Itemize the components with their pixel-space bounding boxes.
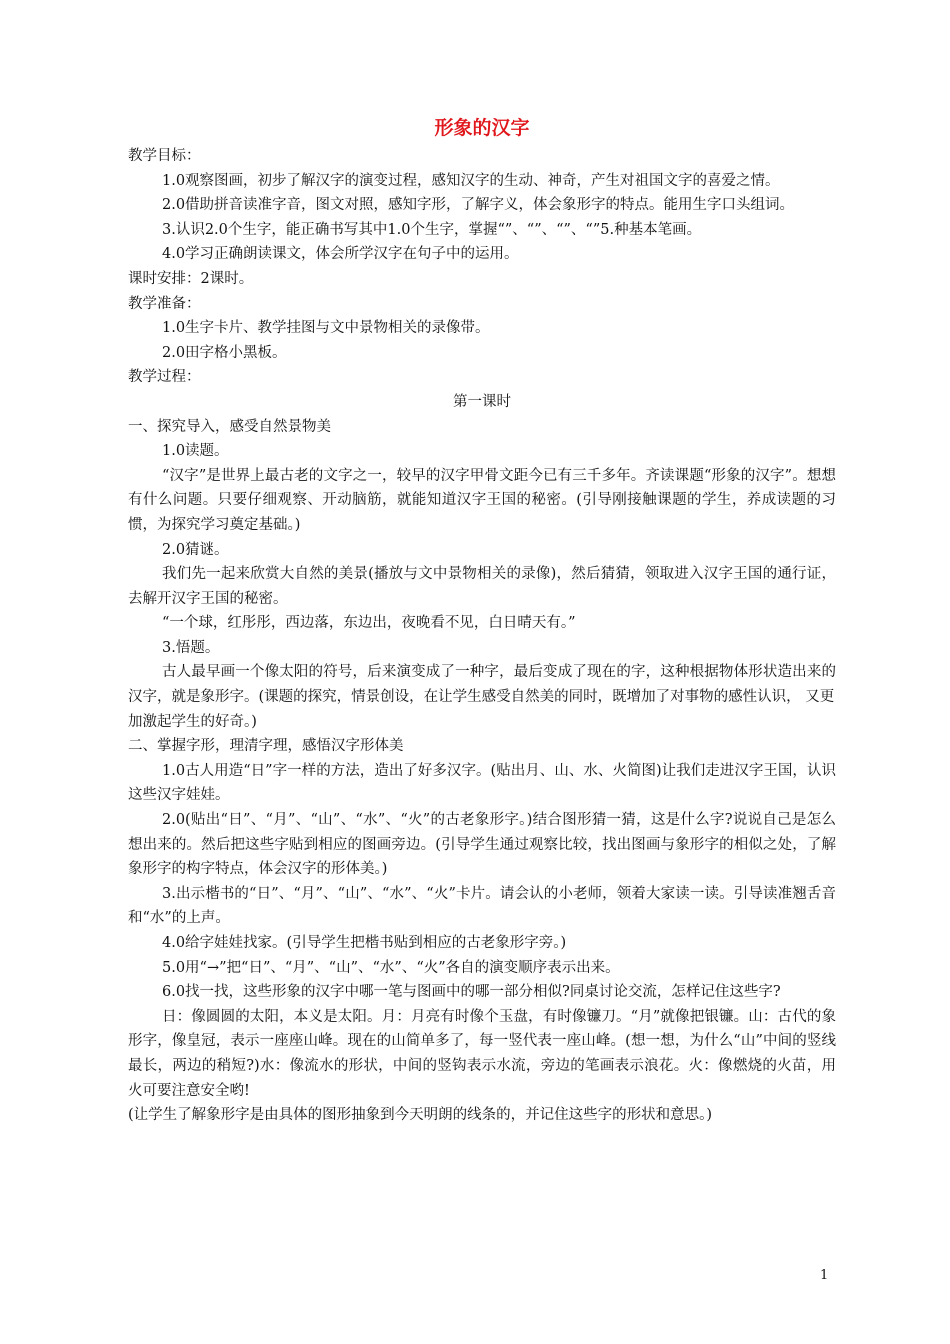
paragraph: 1.0读题。 xyxy=(162,443,229,460)
paragraph: 一、探究导入，感受自然景物美 xyxy=(128,418,331,435)
paragraph: 二、掌握字形，理清字理，感悟汉字形体美 xyxy=(128,738,404,755)
paragraph: 古人最早画一个像太阳的符号，后来演变成了一种字，最后变成了现在的字，这种根据物体形状造出来的汉字，就是象形字。(课题的探究，情景创设，在让学生感受自然美的同时，既增加了对事物的感性认识， 又更 xyxy=(128,664,836,706)
paragraph: 日：像圆圆的太阳，本义是太阳。月：月亮有时像个玉盘，有时像镰刀。“月”就像把银镰。山：古代的象形字，像皇冠，表示一座座山峰。现在的山简单多了，每一竖代表一座山峰。(想一想，为什么“山”中间的竖线最长，两边的稍短?)水：像流水的形状，中间的竖钩表示水流，旁边的笔画表示浪花。火：像燃烧的火苗，用火可要注意安全哟! xyxy=(128,1008,836,1099)
document-body xyxy=(128,144,836,1128)
paragraph: 2.0田字格小黑板。 xyxy=(162,344,287,361)
paragraph: 4.0学习正确朗读课文，体会所学汉字在句子中的运用。 xyxy=(162,246,519,263)
paragraph: 1.0观察图画，初步了解汉字的演变过程，感知汉字的生动、神奇，产生对祖国文字的喜爱之情。 xyxy=(162,172,780,189)
paragraph: (让学生了解象形字是由具体的图形抽象到今天明朗的线条的，并记住这些字的形状和意思。) xyxy=(128,1107,713,1124)
paragraph: 4.0给字娃娃找家。(引导学生把楷书贴到相应的古老象形字旁。) xyxy=(162,935,567,951)
paragraph: 课时安排：2课时。 xyxy=(128,270,254,287)
paragraph: 教学准备： xyxy=(128,295,201,312)
page-number: 1 xyxy=(820,1268,829,1283)
paragraph: 3.认识2.0个生字，能正确书写其中1.0个生字，掌握“”、“”、“”、“”5.种基本笔画。 xyxy=(162,221,702,238)
paragraph: 我们先一起来欣赏大自然的美景(播放与文中景物相关的录像)，然后猜猜，领取进入汉字王国的通行证，去解开汉字王国的秘密。 xyxy=(128,566,836,607)
paragraph: 5.0用“→”把“日”、“月”、“山”、“水”、“火”各自的演变顺序表示出来。 xyxy=(162,959,620,976)
paragraph: 6.0找一找，这些形象的汉字中哪一笔与图画中的哪一部分相似?同桌讨论交流，怎样记住这些字? xyxy=(162,984,781,1001)
paragraph: 2.0借助拼音读准字音，图文对照，感知字形，了解字义，体会象形字的特点。能用生字口头组词。 xyxy=(162,197,795,214)
paragraph: “一个球，红彤彤，西边落，东边出，夜晚看不见，白日晴天有。” xyxy=(162,615,576,632)
paragraph: 1.0生字卡片、教学挂图与文中景物相关的录像带。 xyxy=(162,320,490,337)
paragraph: 2.0猜谜。 xyxy=(162,541,229,558)
paragraph: 教学目标： xyxy=(128,148,201,164)
document-page xyxy=(128,112,836,1128)
paragraph: 3.悟题。 xyxy=(162,639,220,656)
paragraph: “汉字”是世界上最古老的文字之一，较早的汉字甲骨文距今已有三千多年。齐读课题“形象的汉字”。想想有什么问题。只要仔细观察、开动脑筋，就能知道汉字王国的秘密。(引导刚接触课题的学生，养成读题的习惯，为探究学习奠定基础。) xyxy=(128,467,836,533)
section-heading: 第一课时 xyxy=(453,393,511,410)
paragraph: 3.出示楷书的“日”、“月”、“山”、“水”、“火”卡片。请会认的小老师，领着大家读一读。引导读准翘舌音和“水”的上声。 xyxy=(128,885,836,927)
paragraph: 加激起学生的好奇。) xyxy=(128,713,257,730)
document-title: 形象的汉字 xyxy=(434,117,530,139)
paragraph: 1.0古人用造“日”字一样的方法，造出了好多汉字。(贴出月、山、水、火简图)让我们走进汉字王国，认识这些汉字娃娃。 xyxy=(128,762,836,804)
paragraph: 2.0(贴出“日”、“月”、“山”、“水”、“火”的古老象形字。)结合图形猜一猜，这是什么字?说说自己是怎么想出来的。然后把这些字贴到相应的图画旁边。(引导学生通过观察比较，找出图画与象形字的相似之处，了解象形字的构字特点，体会汉字的形体美。) xyxy=(128,812,836,878)
paragraph: 教学过程： xyxy=(128,369,201,386)
